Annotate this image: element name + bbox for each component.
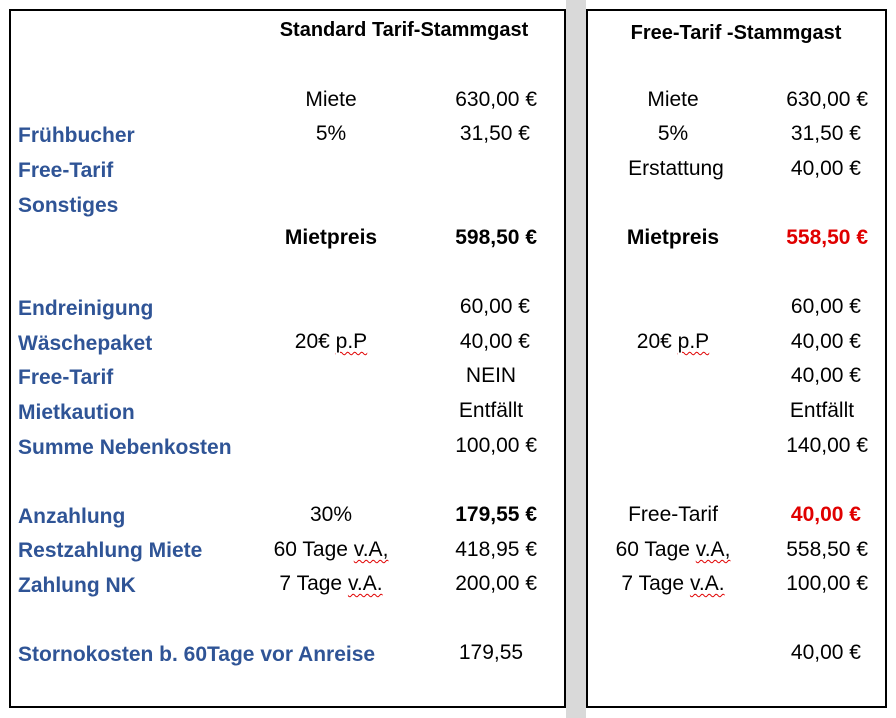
- free-anzahlung-amount: 40,00 €: [790, 503, 861, 526]
- free-kaution-value: Entfällt: [789, 399, 855, 422]
- label-zahlung-nk: Zahlung NK: [18, 574, 136, 597]
- label-summe-nebenkosten: Summe Nebenkosten: [18, 436, 232, 459]
- std-endreinigung-amount: 60,00 €: [459, 295, 530, 318]
- std-miete-label: Miete: [305, 88, 357, 111]
- std-free-tarif-value: NEIN: [465, 364, 517, 387]
- free-miete-amount: 630,00 €: [786, 88, 868, 111]
- label-waeschepaket: Wäschepaket: [18, 332, 153, 355]
- std-rest-note: 60 Tage v.A,: [273, 538, 389, 561]
- std-waesche-note: 20€ p.P: [294, 330, 368, 353]
- label-fruehbucher: Frühbucher: [18, 124, 135, 147]
- free-fruehbucher-pct: 5%: [657, 122, 689, 145]
- free-storno-amount: 40,00 €: [790, 641, 861, 664]
- label-endreinigung: Endreinigung: [18, 297, 154, 320]
- std-anzahlung-pct: 30%: [309, 503, 353, 526]
- label-sonstiges: Sonstiges: [18, 194, 119, 217]
- standard-tarif-panel: [9, 9, 566, 708]
- std-kaution-value: Entfällt: [458, 399, 524, 422]
- free-waesche-amount: 40,00 €: [790, 330, 861, 353]
- free-mietpreis-label: Mietpreis: [626, 226, 720, 249]
- free-waesche-note: 20€ p.P: [636, 330, 710, 353]
- label-restzahlung-miete: Restzahlung Miete: [18, 539, 203, 562]
- free-rest-note: 60 Tage v.A,: [615, 538, 731, 561]
- label-anzahlung: Anzahlung: [18, 505, 126, 528]
- std-mietpreis-amount: 598,50 €: [455, 226, 537, 249]
- free-mietpreis-amount: 558,50 €: [786, 226, 868, 249]
- std-nk-amount: 200,00 €: [455, 572, 537, 595]
- label-free-tarif-nk: Free-Tarif: [18, 366, 114, 389]
- free-miete-label: Miete: [647, 88, 699, 111]
- free-nk-note: 7 Tage v.A.: [621, 572, 725, 595]
- column-separator: [566, 0, 586, 718]
- free-fruehbucher-amount: 31,50 €: [790, 122, 861, 145]
- free-rest-amount: 558,50 €: [786, 538, 868, 561]
- std-miete-amount: 630,00 €: [455, 88, 537, 111]
- label-free-tarif: Free-Tarif: [18, 159, 114, 182]
- free-erstattung-label: Erstattung: [628, 157, 724, 180]
- std-fruehbucher-pct: 5%: [315, 122, 347, 145]
- free-erstattung-amount: 40,00 €: [790, 157, 861, 180]
- std-anzahlung-amount: 179,55 €: [455, 503, 537, 526]
- std-waesche-amount: 40,00 €: [459, 330, 530, 353]
- std-summe-nk-amount: 100,00 €: [455, 434, 537, 457]
- std-storno-amount: 179,55: [458, 641, 524, 664]
- free-free-tarif-amount: 40,00 €: [790, 364, 861, 387]
- std-fruehbucher-amount: 31,50 €: [459, 122, 530, 145]
- free-tarif-panel: [586, 9, 887, 708]
- std-rest-amount: 418,95 €: [455, 538, 537, 561]
- label-stornokosten: Stornokosten b. 60Tage vor Anreise: [18, 643, 376, 666]
- free-tarif-title: Free-Tarif -Stammgast: [630, 22, 842, 44]
- free-endreinigung-amount: 60,00 €: [790, 295, 861, 318]
- label-mietkaution: Mietkaution: [18, 401, 135, 424]
- free-summe-nk-amount: 140,00 €: [786, 434, 868, 457]
- std-mietpreis-label: Mietpreis: [284, 226, 378, 249]
- free-anzahlung-label: Free-Tarif: [628, 503, 718, 526]
- standard-tarif-title: Standard Tarif-Stammgast: [279, 19, 529, 41]
- std-nk-note: 7 Tage v.A.: [279, 572, 383, 595]
- free-nk-amount: 100,00 €: [786, 572, 868, 595]
